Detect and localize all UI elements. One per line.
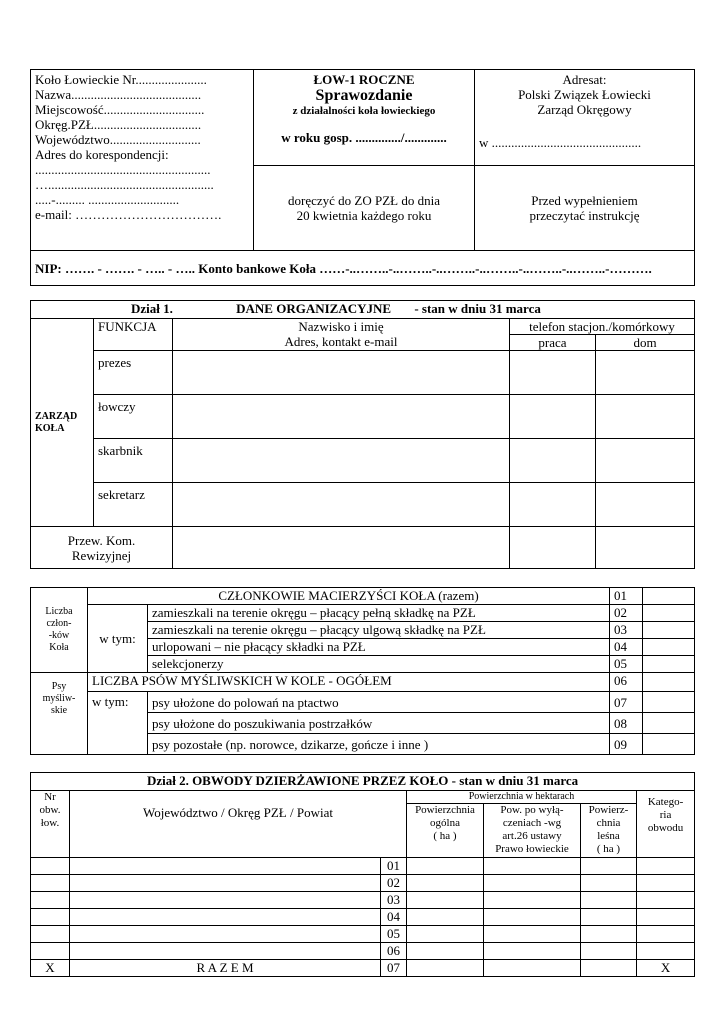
value-cell[interactable] — [407, 960, 484, 977]
value-cell[interactable] — [581, 943, 637, 960]
value-cell[interactable] — [581, 875, 637, 892]
form-code: ŁOW-1 ROCZNE — [313, 72, 415, 87]
form-title: Sprawozdanie — [315, 87, 413, 104]
col-work: praca — [510, 335, 596, 351]
row-number: 04 — [610, 639, 643, 656]
header-table — [30, 69, 695, 286]
phone-cell[interactable] — [596, 439, 695, 483]
name-cell[interactable] — [173, 483, 510, 527]
row-number: 02 — [610, 605, 643, 622]
value-cell[interactable] — [407, 926, 484, 943]
name-cell[interactable] — [173, 439, 510, 483]
addressee-line-1: Polski Związek Łowiecki — [518, 87, 651, 102]
club-name-field[interactable]: Nazwa........................................ — [35, 87, 202, 102]
region-cell[interactable] — [70, 892, 381, 909]
col-area-forest-line: chnia — [596, 817, 621, 829]
col-category-line: ria — [659, 808, 672, 821]
value-cell[interactable] — [407, 892, 484, 909]
role-prezes: prezes — [94, 351, 173, 395]
value-cell[interactable] — [484, 909, 581, 926]
row-number: 09 — [610, 734, 643, 755]
nip-account-text: NIP: ……. - ……. - ….. - ….. Konto bankowe Koła ……-..……..-..……..-..……..-..……..-..……..-..……..-………. — [35, 260, 652, 276]
value-cell[interactable] — [643, 639, 695, 656]
role-rewizja — [31, 527, 173, 569]
dogs-side-line: Psy — [51, 681, 67, 692]
year-field[interactable]: w roku gosp. ............../............. — [281, 130, 447, 145]
voivodeship-field[interactable]: Województwo............................ — [35, 132, 201, 147]
address-line-1[interactable]: ...................................................... — [35, 162, 211, 177]
col-area-forest-line: ( ha ) — [596, 843, 621, 855]
section1-number: Dział 1. — [131, 301, 173, 316]
dogs-row-label: psy pozostałe (np. norowce, dzikarze, gończe i inne ) — [148, 734, 610, 755]
region-cell[interactable] — [70, 943, 381, 960]
dogs-side-line: myśliw- — [42, 693, 76, 704]
value-cell[interactable] — [484, 875, 581, 892]
col-phone: telefon stacjon./komórkowy — [510, 319, 695, 335]
row-number: 07 — [610, 692, 643, 713]
phone-cell[interactable] — [510, 527, 596, 569]
address-label: Adres do korespondencji: — [35, 147, 169, 162]
value-cell[interactable] — [581, 926, 637, 943]
col-category-line: obwodu — [647, 821, 684, 834]
phone-cell[interactable] — [510, 351, 596, 395]
nr-cell[interactable] — [31, 943, 70, 960]
role-sekretarz: sekretarz — [94, 483, 173, 527]
dogs-total-label: LICZBA PSÓW MYŚLIWSKICH W KOLE - OGÓŁEM — [88, 673, 610, 692]
dogs-side-line: skie — [50, 705, 68, 716]
members-side-line: -ków — [48, 630, 70, 641]
section1-heading: DANE ORGANIZACYJNE — [236, 301, 392, 316]
value-cell[interactable] — [484, 858, 581, 875]
members-side-label — [31, 588, 88, 673]
row-number: 06 — [381, 943, 407, 960]
value-cell[interactable] — [637, 892, 695, 909]
value-cell[interactable] — [643, 673, 695, 692]
section1-table — [30, 300, 695, 569]
nr-cell[interactable] — [31, 892, 70, 909]
value-cell[interactable] — [581, 858, 637, 875]
row-number: 08 — [610, 713, 643, 734]
region-cell[interactable] — [70, 858, 381, 875]
district-field[interactable]: Okręg.PZŁ................................. — [35, 117, 202, 132]
instruction-line-2: przeczytać instrukcję — [529, 208, 640, 223]
col-area-after-line: Pow. po wyłą- — [500, 804, 564, 816]
value-cell[interactable] — [643, 622, 695, 639]
name-cell[interactable] — [173, 527, 510, 569]
sum-label: R A Z E M — [70, 960, 381, 977]
value-cell[interactable] — [581, 909, 637, 926]
value-cell[interactable] — [643, 734, 695, 755]
value-cell[interactable] — [643, 588, 695, 605]
role-skarbnik: skarbnik — [94, 439, 173, 483]
form-title-block — [254, 70, 475, 166]
value-cell[interactable] — [484, 960, 581, 977]
members-row-label: urlopowani – nie płacący składki na PZŁ — [148, 639, 610, 656]
row-number: 02 — [381, 875, 407, 892]
col-area-total-line: ogólna — [430, 817, 460, 829]
col-area-total-line: Powierzchnia — [415, 804, 475, 816]
value-cell[interactable] — [637, 875, 695, 892]
name-cell[interactable] — [173, 395, 510, 439]
nr-cell[interactable] — [31, 926, 70, 943]
phone-cell[interactable] — [596, 483, 695, 527]
phone-cell[interactable] — [596, 395, 695, 439]
rewizja-line2: Rewizyjnej — [71, 547, 132, 563]
row-number: 01 — [381, 858, 407, 875]
region-cell[interactable] — [70, 875, 381, 892]
row-number: 05 — [381, 926, 407, 943]
value-cell[interactable] — [484, 892, 581, 909]
col-nr-line: Nr — [44, 791, 56, 803]
address-line-2[interactable]: …................................................... — [35, 177, 214, 192]
club-info-block — [31, 70, 254, 251]
club-number-field[interactable]: Koło Łowieckie Nr...................... — [35, 72, 207, 87]
col-funkcja: FUNKCJA — [94, 319, 173, 351]
postal-code-field[interactable]: .....-......... ............................ — [35, 192, 180, 207]
members-total-label: CZŁONKOWIE MACIERZYŚCI KOŁA (razem) — [88, 588, 610, 605]
col-category — [637, 791, 695, 858]
rewizja-line1: Przew. Kom. — [67, 532, 136, 548]
col-name-line2: Adres, kontakt e-mail — [284, 334, 398, 349]
col-area-after-line: art.26 ustawy — [502, 830, 562, 842]
phone-cell[interactable] — [510, 483, 596, 527]
col-category-line: Katego- — [647, 795, 684, 808]
col-area-after-line: Prawo łowieckie — [495, 843, 569, 855]
col-area-total-line: ( ha ) — [433, 830, 457, 842]
members-row-label: zamieszkali na terenie okręgu – płacący pełną składkę na PZŁ — [148, 605, 610, 622]
col-area-after — [484, 804, 581, 858]
col-area-forest — [581, 804, 637, 858]
members-side-line: Koła — [49, 642, 69, 653]
value-cell[interactable] — [637, 926, 695, 943]
sum-x-left: X — [31, 960, 70, 977]
addressee-line-2: Zarząd Okręgowy — [537, 102, 632, 117]
phone-cell[interactable] — [596, 527, 695, 569]
value-cell[interactable] — [643, 605, 695, 622]
col-region: Województwo / Okręg PZŁ / Powiat — [70, 791, 407, 858]
row-number: 04 — [381, 909, 407, 926]
value-cell[interactable] — [407, 909, 484, 926]
addressee-w-field[interactable]: w .............................................. — [479, 135, 642, 150]
row-number: 07 — [381, 960, 407, 977]
form-subtitle: z działalności koła łowieckiego — [292, 105, 436, 117]
value-cell[interactable] — [407, 943, 484, 960]
value-cell[interactable] — [643, 692, 695, 713]
row-number: 03 — [381, 892, 407, 909]
value-cell[interactable] — [581, 960, 637, 977]
row-number: 03 — [610, 622, 643, 639]
wtym-label: w tym: — [88, 605, 148, 673]
row-number: 05 — [610, 656, 643, 673]
nr-cell[interactable] — [31, 858, 70, 875]
value-cell[interactable] — [407, 875, 484, 892]
col-nr — [31, 791, 70, 858]
value-cell[interactable] — [581, 892, 637, 909]
value-cell[interactable] — [637, 943, 695, 960]
email-field[interactable]: e-mail: ……………………………. — [35, 207, 222, 222]
section1-date: - stan w dniu 31 marca — [414, 301, 541, 316]
phone-cell[interactable] — [510, 395, 596, 439]
name-cell[interactable] — [173, 351, 510, 395]
city-field[interactable]: Miejscowość............................... — [35, 102, 205, 117]
members-table — [30, 587, 695, 755]
col-name — [173, 319, 510, 351]
col-area-after-line: czeniach -wg — [502, 817, 562, 829]
members-side-line: człon- — [46, 618, 72, 629]
zarzad-label: ZARZĄD KOŁA — [31, 319, 94, 527]
row-number: 01 — [610, 588, 643, 605]
deliver-line-2: 20 kwietnia każdego roku — [296, 208, 432, 223]
role-lowczy: łowczy — [94, 395, 173, 439]
value-cell[interactable] — [637, 858, 695, 875]
nip-account-field[interactable] — [31, 251, 695, 286]
section2-table — [30, 772, 695, 977]
section2-title: Dział 2. OBWODY DZIERŻAWIONE PRZEZ KOŁO - stan w dniu 31 marca — [31, 773, 695, 791]
deliver-note — [254, 166, 475, 251]
value-cell[interactable] — [643, 656, 695, 673]
wtym-label: w tym: — [88, 692, 148, 755]
dogs-row-label: psy ułożone do polowań na ptactwo — [148, 692, 610, 713]
col-home: dom — [596, 335, 695, 351]
value-cell[interactable] — [407, 858, 484, 875]
instruction-note — [475, 166, 695, 251]
region-cell[interactable] — [70, 909, 381, 926]
deliver-line-1: doręczyć do ZO PZŁ do dnia — [288, 193, 440, 208]
row-number: 06 — [610, 673, 643, 692]
col-area-total — [407, 804, 484, 858]
sum-x-right: X — [637, 960, 695, 977]
addressee-block — [475, 70, 695, 166]
dogs-side-label — [31, 673, 88, 755]
addressee-label: Adresat: — [562, 72, 607, 87]
col-name-line1: Nazwisko i imię — [298, 319, 384, 334]
col-nr-line: łow. — [40, 817, 60, 829]
col-area-forest-line: Powierz- — [588, 804, 629, 816]
nr-cell[interactable] — [31, 909, 70, 926]
members-row-label: zamieszkali na terenie okręgu – płacący ulgową składkę na PZŁ — [148, 622, 610, 639]
section1-title — [31, 301, 695, 319]
instruction-line-1: Przed wypełnieniem — [531, 193, 638, 208]
members-side-line: Liczba — [45, 606, 73, 617]
col-nr-line: obw. — [39, 804, 61, 816]
members-row-label: selekcjonerzy — [148, 656, 610, 673]
value-cell[interactable] — [637, 909, 695, 926]
nr-cell[interactable] — [31, 875, 70, 892]
col-area-header: Powierzchnia w hektarach — [407, 791, 637, 804]
value-cell[interactable] — [484, 943, 581, 960]
region-cell[interactable] — [70, 926, 381, 943]
value-cell[interactable] — [643, 713, 695, 734]
dogs-row-label: psy ułożone do poszukiwania postrzałków — [148, 713, 610, 734]
phone-cell[interactable] — [596, 351, 695, 395]
col-area-forest-line: leśna — [597, 830, 620, 842]
phone-cell[interactable] — [510, 439, 596, 483]
value-cell[interactable] — [484, 926, 581, 943]
